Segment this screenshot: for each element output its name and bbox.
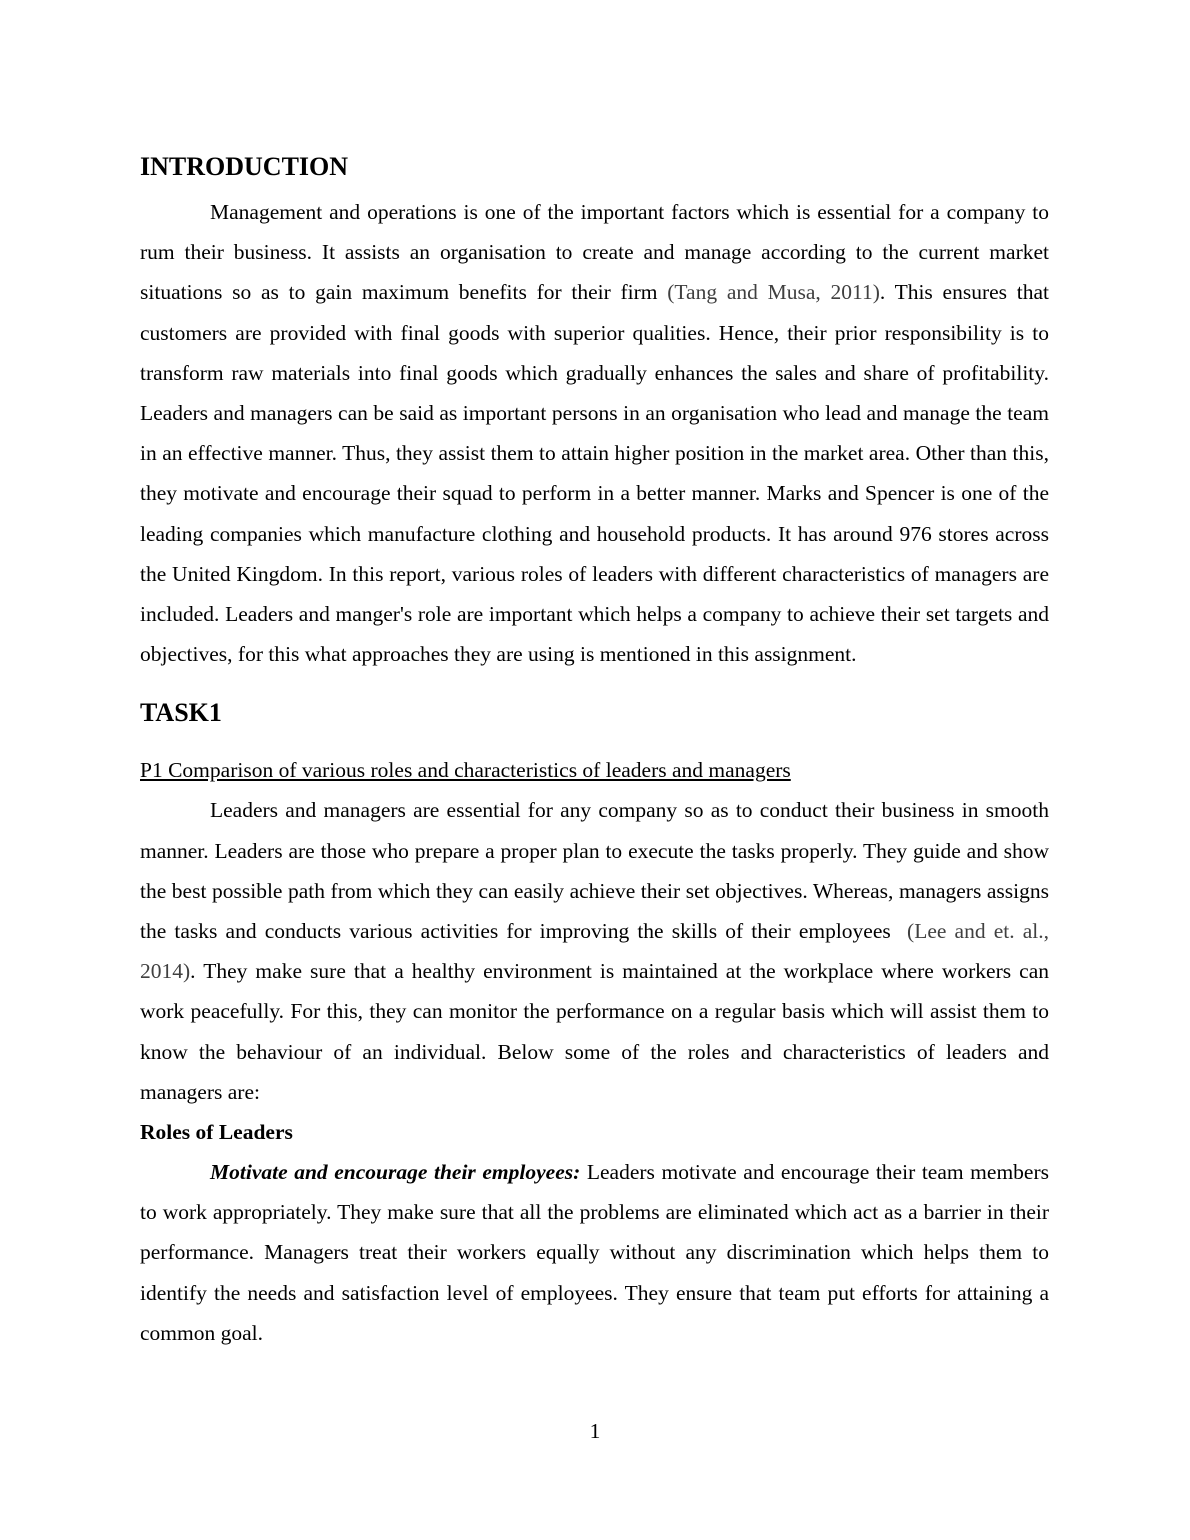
task1-paragraph: [140, 790, 1055, 1112]
p1-subheading: P1 Comparison of various roles and characteristics of leaders and managers: [140, 758, 791, 783]
motivate-text: Leaders motivate and encourage their team members to work appropriately. They make sure that all the problems are eliminated which act as a barrier in their performance. Managers treat their workers equally without any discrimination which helps them to identify the needs and satisfaction level of employees. They ensure that team put efforts for attaining a common goal.: [140, 1160, 1049, 1345]
introduction-heading: INTRODUCTION: [140, 152, 349, 181]
citation-lee: (Lee and et. al., 2014): [140, 919, 1049, 984]
roles-of-leaders-heading: Roles of Leaders: [140, 1120, 293, 1145]
intro-text-start: Management and operations is one of the important factors which is essential for a company to rum their business. It assists an organisation to create and manage according to the current market situations so as to gain maximum benefits for their firm: [140, 200, 1049, 305]
citation-tang-musa: (Tang and Musa, 2011): [667, 280, 880, 305]
document-page: [140, 150, 1055, 1353]
task1-text-end: . They make sure that a healthy environment is maintained at the workplace where workers can work peacefully. For this, they can monitor the performance on a regular basis which will assist them to know the behaviour of an individual. Below some of the roles and characteristics of leaders and managers are:: [140, 959, 1049, 1104]
task1-text-start: Leaders and managers are essential for any company so as to conduct their business in smooth manner. Leaders are those who prepare a proper plan to execute the tasks properly. They guide and show the best possible path from which they can easily achieve their set objectives. Whereas, managers assigns the tasks and conducts various activities for improving the skills of their employees: [140, 798, 1055, 944]
motivate-lead-phrase: Motivate and encourage their employees:: [210, 1160, 581, 1185]
motivate-paragraph: [140, 1152, 1049, 1353]
task1-heading: TASK1: [140, 698, 222, 728]
introduction-paragraph: [140, 192, 1049, 674]
page-number: 1: [589, 1419, 601, 1443]
intro-text-end: . This ensures that customers are provided with final goods with superior qualities. Hence, their prior responsibility is to transform raw materials into final goods which gradually enhances the sales and share of profitability. Leaders and managers can be said as important persons in an organisation who lead and manage the team in an effective manner. Thus, they assist them to attain higher position in the market area. Other than this, they motivate and encourage their squad to perform in a better manner. Marks and Spencer is one of the leading companies which manufacture clothing and household products. It has around 976 stores across the United Kingdom. In this report, various roles of leaders with different characteristics of managers are included. Leaders and manger's role are important which helps a company to achieve their set targets and objectives, for this what approaches they are using is mentioned in this assignment.: [140, 280, 1049, 667]
